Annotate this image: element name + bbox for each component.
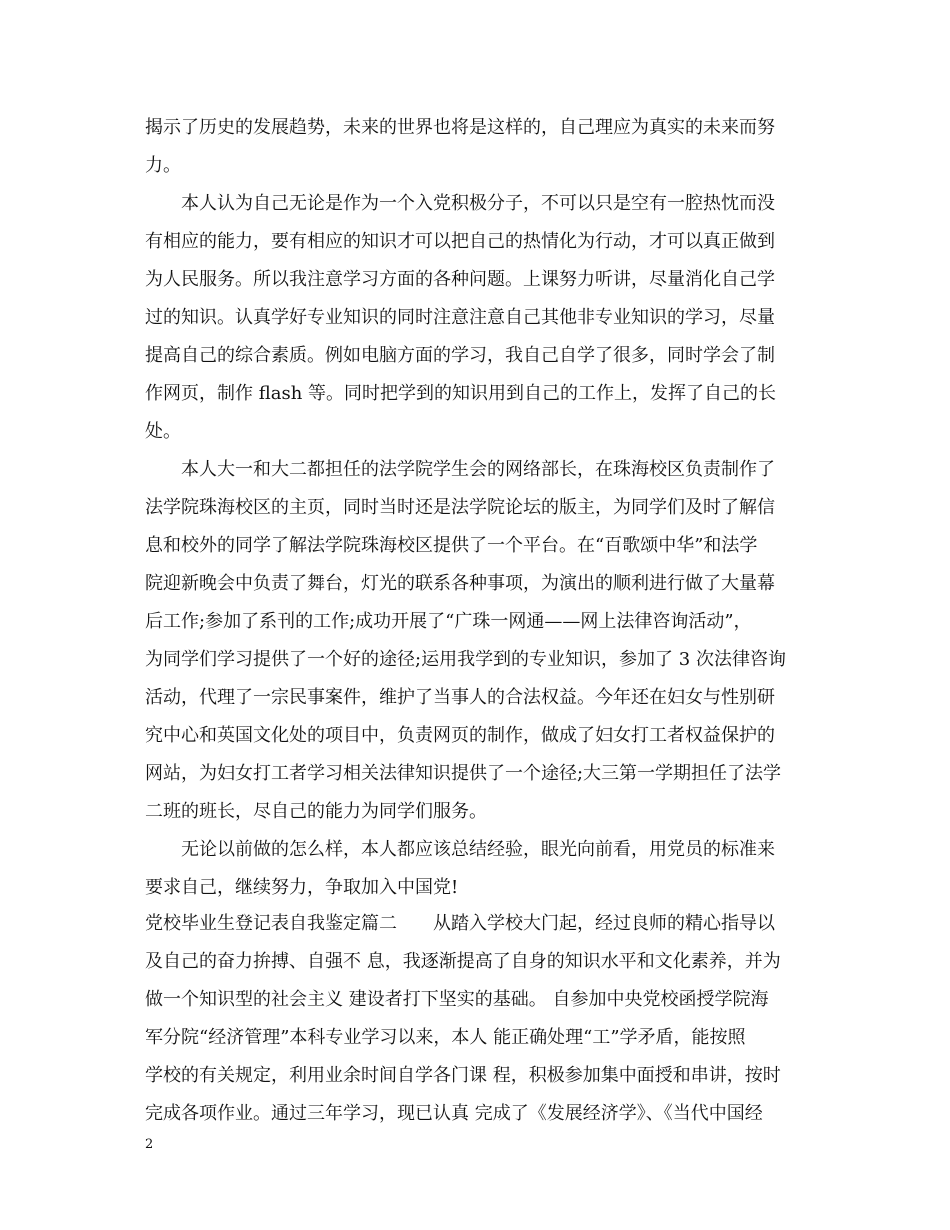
text-line: 息和校外的同学了解法学院珠海校区提供了一个平台。在“百歌颂中华”和法学	[145, 535, 758, 556]
text-line: 院迎新晚会中负责了舞台，灯光的联系各种事项，为演出的顺利进行做了大量幕	[145, 573, 775, 594]
page-number: 2	[145, 1137, 154, 1152]
text-line: 要求自己，继续努力，争取加入中国党!	[145, 877, 459, 898]
section-heading-line: 党校毕业生登记表自我鉴定篇二 从踏入学校大门起，经过良师的精心指导以	[145, 913, 775, 934]
text-line: 作网页，制作 flash 等。同时把学到的知识用到自己的工作上，发挥了自己的长	[145, 383, 777, 404]
text-line: 力。	[145, 155, 181, 176]
text-line: 为同学们学习提供了一个好的途径;运用我学到的专业知识，参加了 3 次法律咨询	[145, 649, 786, 670]
text-line: 提高自己的综合素质。例如电脑方面的学习，我自己自学了很多，同时学会了制	[145, 345, 775, 366]
text-line: 网站，为妇女打工者学习相关法律知识提供了一个途径;大三第一学期担任了法学	[145, 763, 782, 784]
text-line: 学校的有关规定，利用业余时间自学各门课 程，积极参加集中面授和串讲，按时	[145, 1065, 781, 1086]
text-line: 军分院“经济管理”本科专业学习以来，本人 能正确处理“工”学矛盾，能按照	[145, 1027, 746, 1048]
paragraph-first-line: 本人认为自己无论是作为一个入党积极分子，不可以只是空有一腔热忱而没	[181, 193, 775, 214]
text-line: 究中心和英国文化处的项目中，负责网页的制作，做成了妇女打工者权益保护的	[145, 725, 775, 746]
text-line: 及自己的奋力拚搏、自强不 息，我逐渐提高了自身的知识水平和文化素养，并为	[145, 951, 781, 972]
text-line: 做一个知识型的社会主义 建设者打下坚实的基础。 自参加中央党校函授学院海	[145, 989, 769, 1010]
text-line: 有相应的能力，要有相应的知识才可以把自己的热情化为行动，才可以真正做到	[145, 231, 775, 252]
paragraph-first-line: 无论以前做的怎么样，本人都应该总结经验，眼光向前看，用党员的标准来	[181, 839, 775, 860]
text-line: 处。	[145, 421, 181, 442]
text-line: 活动，代理了一宗民事案件，维护了当事人的合法权益。今年还在妇女与性别研	[145, 687, 775, 708]
text-line: 过的知识。认真学好专业知识的同时注意注意自己其他非专业知识的学习，尽量	[145, 307, 775, 328]
text-line: 二班的班长，尽自己的能力为同学们服务。	[145, 801, 487, 822]
text-line: 完成各项作业。通过三年学习，现已认真 完成了《发展经济学》、《当代中国经	[145, 1103, 763, 1124]
text-line: 法学院珠海校区的主页，同时当时还是法学院论坛的版主，为同学们及时了解信	[145, 497, 775, 518]
text-line: 揭示了历史的发展趋势，未来的世界也将是这样的，自己理应为真实的未来而努	[145, 117, 775, 138]
paragraph-first-line: 本人大一和大二都担任的法学院学生会的网络部长，在珠海校区负责制作了	[181, 459, 775, 480]
text-line: 后工作;参加了系刊的工作;成功开展了“广珠一网通——网上法律咨询活动”，	[145, 611, 752, 632]
text-line: 为人民服务。所以我注意学习方面的各种问题。上课努力听讲，尽量消化自己学	[145, 269, 775, 290]
